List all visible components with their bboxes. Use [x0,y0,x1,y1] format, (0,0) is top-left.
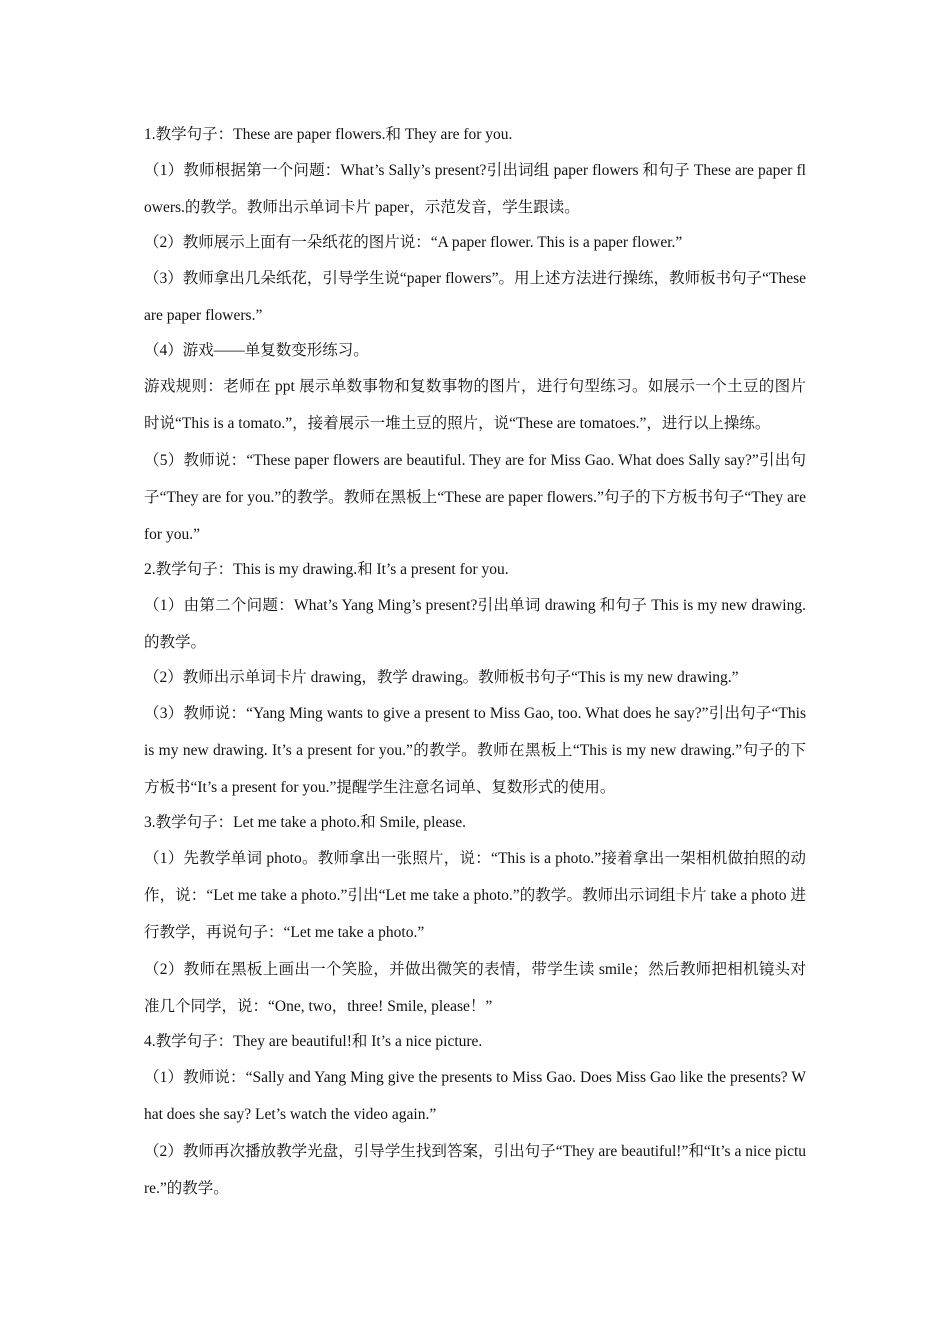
heading-item-4: 4.教学句子：They are beautiful!和 It’s a nice picture. [144,1033,483,1050]
paragraph-2-2: （2）教师出示单词卡片 drawing，教学 drawing。教师板书句子“This is my new drawing.” [144,669,739,686]
paragraph-1-5: （5）教师说：“These paper flowers are beautiful. They are for Miss Gao. What does Sally say?”引出句子“They are for you.”的教学。教师在黑板上“These are paper flowers.”句子的下方板书句子“They are for you.” [144,452,806,543]
paragraph-1-4: （4）游戏——单复数变形练习。 [144,342,369,359]
heading-item-3: 3.教学句子：Let me take a photo.和 Smile, please. [144,814,466,831]
heading-item-1: 1.教学句子：These are paper flowers.和 They are for you. [144,126,513,143]
paragraph-4-2: （2）教师再次播放教学光盘，引导学生找到答案，引出句子“They are beautiful!”和“It’s a nice picture.”的教学。 [144,1143,806,1197]
paragraph-2-3: （3）教师说：“Yang Ming wants to give a present to Miss Gao, too. What does he say?”引出句子“This is my new drawing. It’s a present for you.”的教学。教师在黑板上“This is my new drawing.”句子的下方板书“It’s a present for you.”提醒学生注意名词单、复数形式的使用。 [144,705,806,796]
heading-item-2: 2.教学句子：This is my drawing.和 It’s a present for you. [144,561,509,578]
document-page [144,118,806,1207]
paragraph-1-1: （1）教师根据第一个问题：What’s Sally’s present?引出词组 paper flowers 和句子 These are paper flowers.的教学。教师出示单词卡片 paper，示范发音，学生跟读。 [144,162,806,216]
paragraph-1-2: （2）教师展示上面有一朵纸花的图片说：“A paper flower. This is a paper flower.” [144,234,683,251]
paragraph-3-2: （2）教师在黑板上画出一个笑脸，并做出微笑的表情，带学生读 smile；然后教师把相机镜头对准几个同学，说：“One, two，three! Smile, please！” [144,961,806,1015]
paragraph-3-1: （1）先教学单词 photo。教师拿出一张照片，说：“This is a photo.”接着拿出一架相机做拍照的动作，说：“Let me take a photo.”引出“Let me take a photo.”的教学。教师出示词组卡片 take a photo 进行教学，再说句子：“Let me take a photo.” [144,850,806,941]
paragraph-4-1: （1）教师说：“Sally and Yang Ming give the presents to Miss Gao. Does Miss Gao like the presents? What does she say? Let’s watch the video again.” [144,1069,806,1123]
paragraph-1-3: （3）教师拿出几朵纸花，引导学生说“paper flowers”。用上述方法进行操练，教师板书句子“These are paper flowers.” [144,270,806,324]
paragraph-2-1: （1）由第二个问题：What’s Yang Ming’s present?引出单词 drawing 和句子 This is my new drawing.的教学。 [144,597,806,651]
paragraph-game-rules: 游戏规则：老师在 ppt 展示单数事物和复数事物的图片，进行句型练习。如展示一个土豆的图片时说“This is a tomato.”，接着展示一堆土豆的照片，说“These are tomatoes.”，进行以上操练。 [144,378,806,432]
